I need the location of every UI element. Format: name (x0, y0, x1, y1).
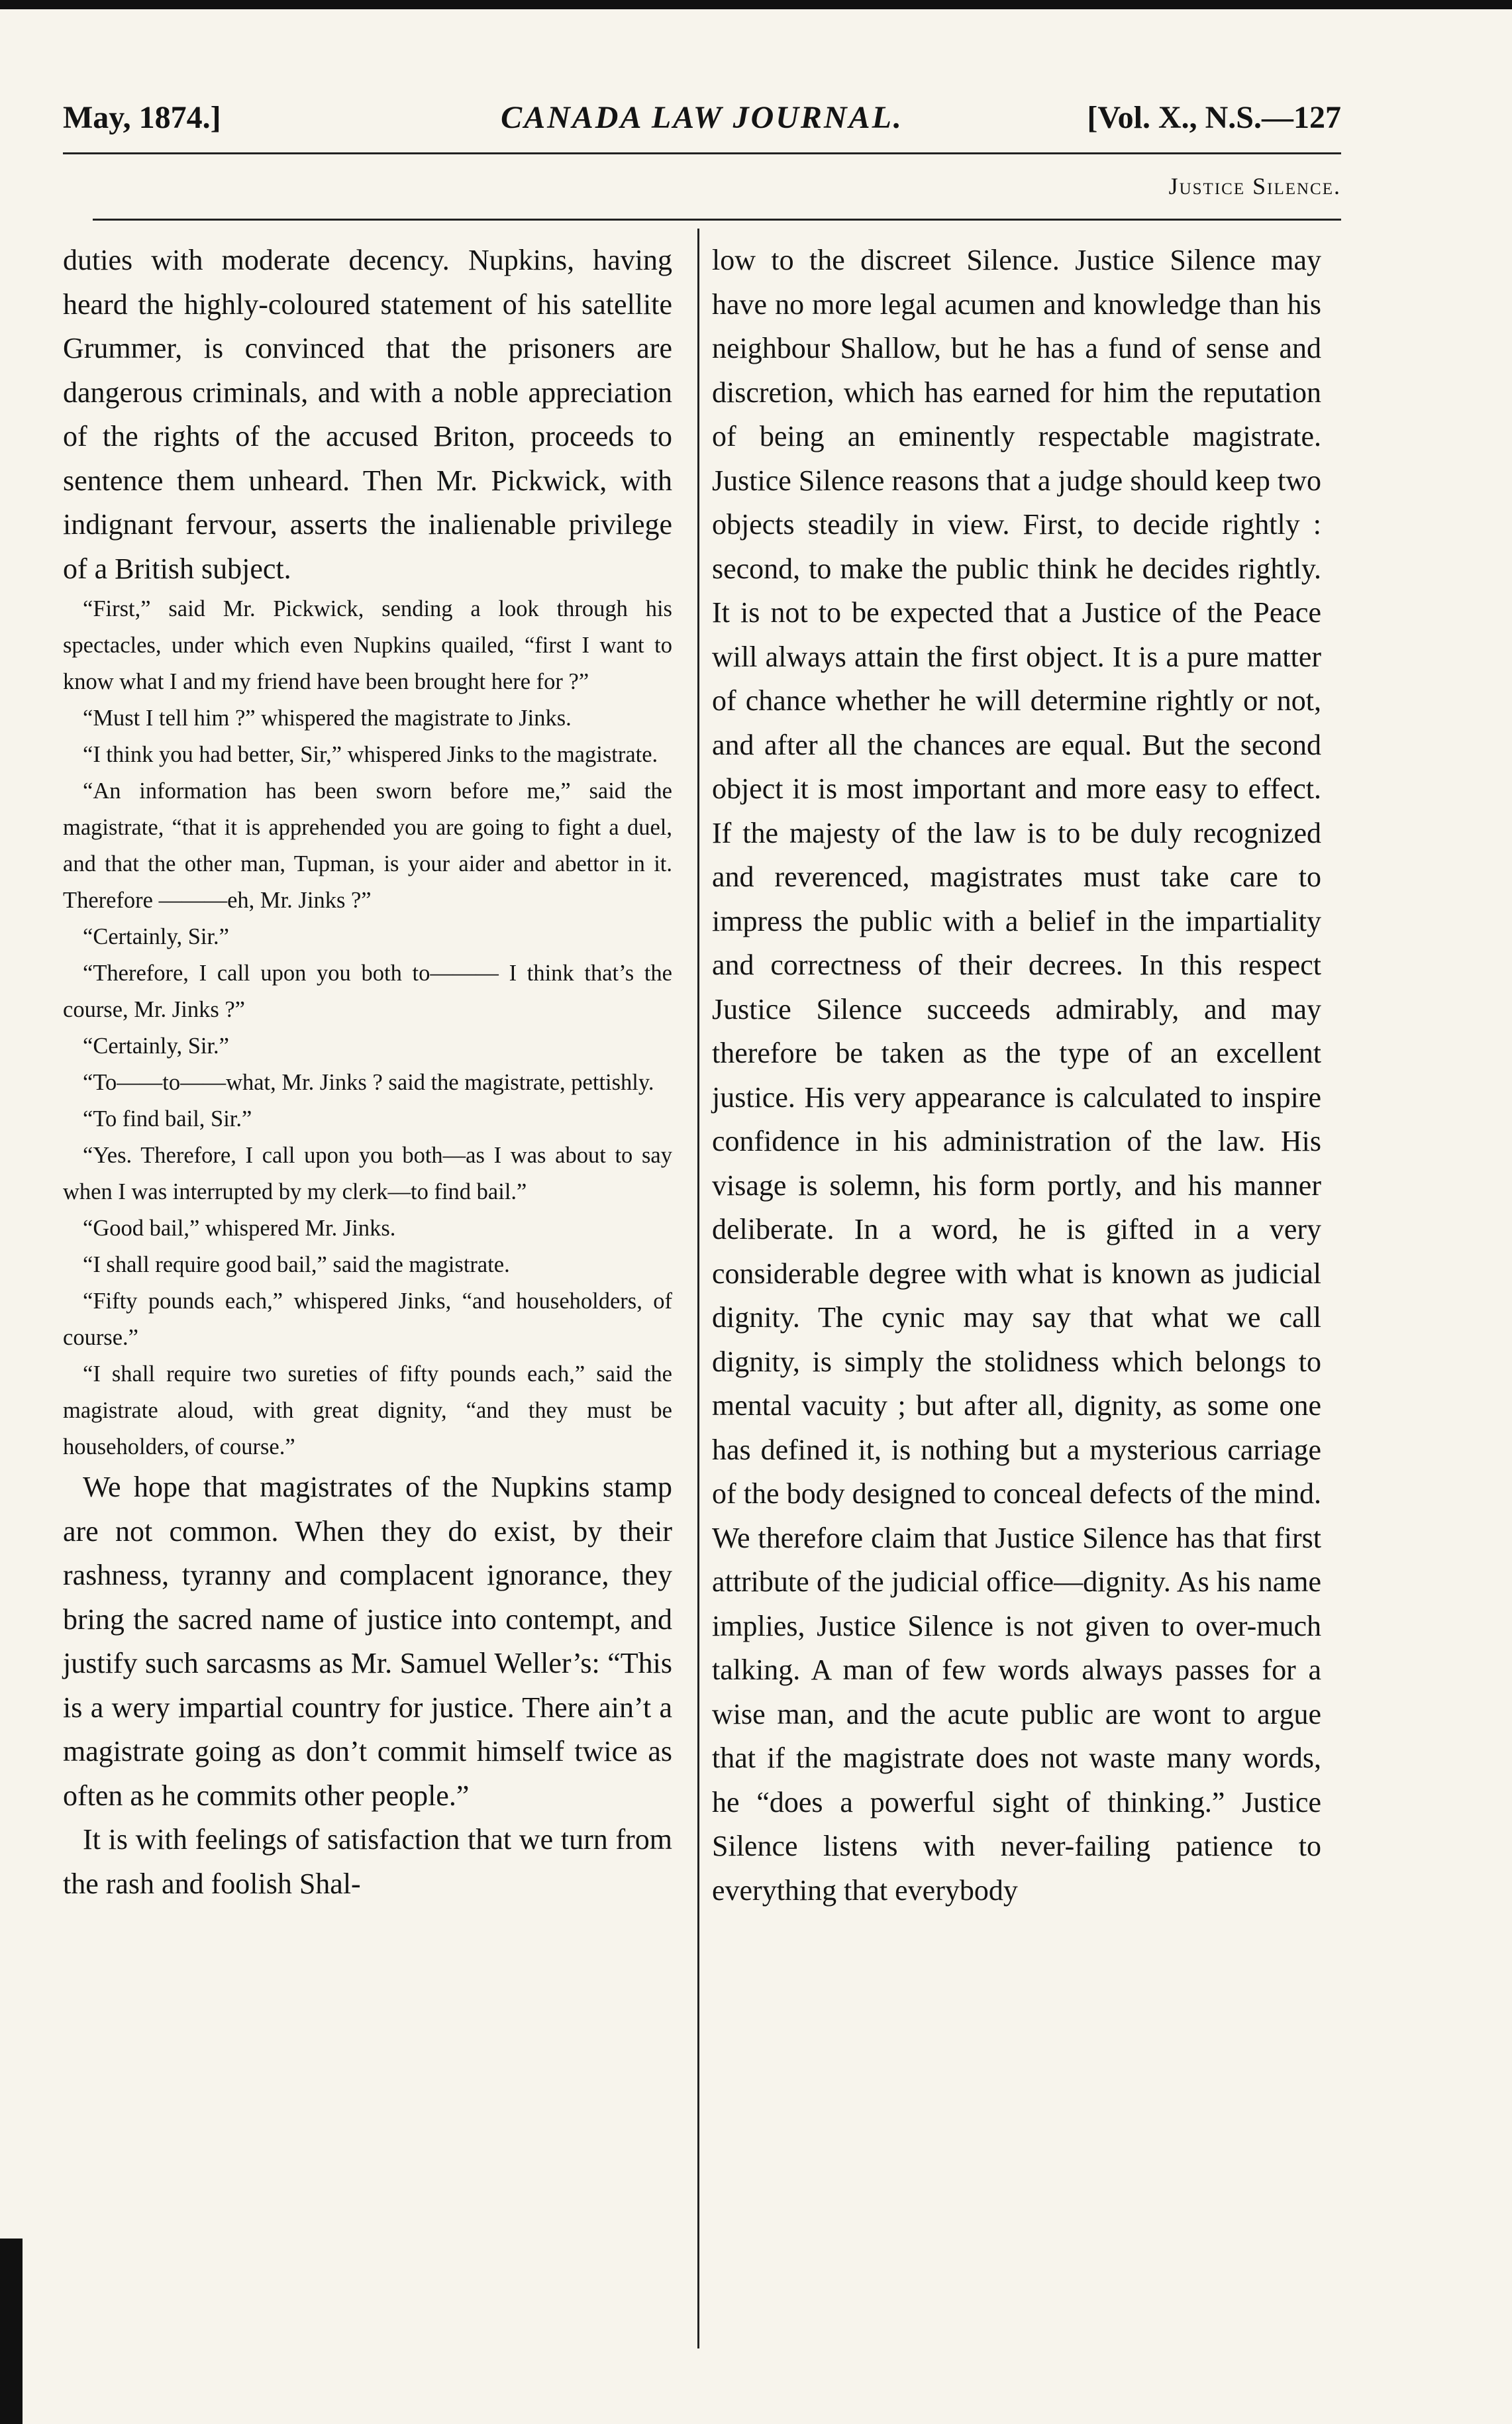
dialogue-line: “An information has been sworn before me,” said the magistrate, “that it is apprehended you are going to fight a duel, and that the other man, Tupman, is your aider and abettor in it. Therefore ———eh, Mr. Jinks ?” (63, 778, 672, 913)
dialogue-line: “Yes. Therefore, I call upon you both—as I was about to say when I was interrupted by my clerk—to find bail.” (63, 1143, 672, 1204)
column-divider (697, 229, 699, 2348)
dialogue-line: “Therefore, I call upon you both to——— I think that’s the course, Mr. Jinks ?” (63, 961, 672, 1022)
page-top-edge (0, 0, 1512, 9)
journal-title: CANADA LAW JOURNAL. (501, 100, 903, 135)
left-column (63, 238, 672, 2312)
paragraph: duties with moderate decency. Nupkins, having heard the highly-coloured statement of his satellite Grummer, is convinced that the prisoners are dangerous criminals, and with a noble appreciation of the rights of the accused Briton, proceeds to sentence them unheard. Then Mr. Pickwick, with indignant fervour, asserts the inalienable privilege of a British subject. (63, 244, 672, 585)
section-title: Justice Silence. (1168, 173, 1341, 199)
dialogue-line: “I think you had better, Sir,” whispered Jinks to the magistrate. (83, 742, 658, 767)
volume-page-number: [Vol. X., N.S.—127 (1087, 100, 1341, 135)
dialogue-line: “I shall require two sureties of fifty pounds each,” said the magistrate aloud, with great dignity, “and they must be householders, of course.” (63, 1361, 672, 1459)
right-column (712, 238, 1321, 2312)
dialogue-line: “To——to——what, Mr. Jinks ? said the magistrate, pettishly. (83, 1070, 654, 1095)
page-binding-shadow (0, 2239, 23, 2424)
paragraph: We hope that magistrates of the Nupkins stamp are not common. When they do exist, by their rashness, tyranny and complacent ignorance, they bring the sacred name of justice into contempt, and justify such sarcasms as Mr. Samuel Weller’s: “This is a wery impartial country for justice. There ain’t a magistrate going as don’t commit himself twice as often as he commits other people.” (63, 1471, 672, 1812)
dialogue-line: “Good bail,” whispered Mr. Jinks. (83, 1216, 396, 1241)
dialogue-line: “Must I tell him ?” whispered the magistrate to Jinks. (83, 706, 572, 731)
paragraph: low to the discreet Silence. Justice Silence may have no more legal acumen and knowledge than his neighbour Shallow, but he has a fund of sense and discretion, which has earned for him the reputation of being an eminently respectable magistrate. Justice Silence reasons that a judge should keep two objects steadily in view. First, to decide rightly : second, to make the public think he decides rightly. It is not to be expected that a Justice of the Peace will always attain the first object. It is a pure matter of chance whether he will determine rightly or not, and after all the chances are equal. But the second object it is most important and more easy to effect. If the majesty of the law is to be duly recognized and reverenced, magistrates must take care to impress the public with a belief in the impartiality and correctness of their decrees. In this respect Justice Silence succeeds admirably, and may therefore be taken as the type of an excellent justice. His very appearance is calculated to inspire confidence in his administration of the law. His visage is solemn, his form portly, and his manner deliberate. In a word, he is gifted in a very considerable degree with what is known as judicial dignity. The cynic may say that what we call dignity, is simply the stolidness which belongs to mental vacuity ; but after all, dignity, as some one has defined it, is nothing but a mysterious carriage of the body designed to conceal defects of the mind. We therefore claim that Justice Silence has that first attribute of the judicial office—dignity. As his name implies, Justice Silence is not given to over-much talking. A man of few words always passes for a wise man, and the acute public are wont to argue that if the magistrate does not waste many words, he “does a powerful sight of thinking.” Justice Silence listens with never-failing patience to everything that everybody (712, 244, 1321, 1907)
dialogue-line: “Certainly, Sir.” (83, 1033, 229, 1059)
section-rule (93, 219, 1341, 221)
dialogue-line: “Certainly, Sir.” (83, 924, 229, 949)
paragraph: It is with feelings of satisfaction that we turn from the rash and foolish Shal- (63, 1823, 672, 1900)
running-header (63, 79, 1341, 139)
dialogue-line: “I shall require good bail,” said the magistrate. (83, 1252, 510, 1277)
header-date: May, 1874.] (63, 100, 221, 135)
dialogue-line: “To find bail, Sir.” (83, 1106, 252, 1132)
dialogue-line: “First,” said Mr. Pickwick, sending a look through his spectacles, under which even Nupkins quailed, “first I want to know what I and my friend have been brought here for ?” (63, 596, 672, 694)
dialogue-line: “Fifty pounds each,” whispered Jinks, “and householders, of course.” (63, 1289, 672, 1350)
header-rule (63, 152, 1341, 154)
